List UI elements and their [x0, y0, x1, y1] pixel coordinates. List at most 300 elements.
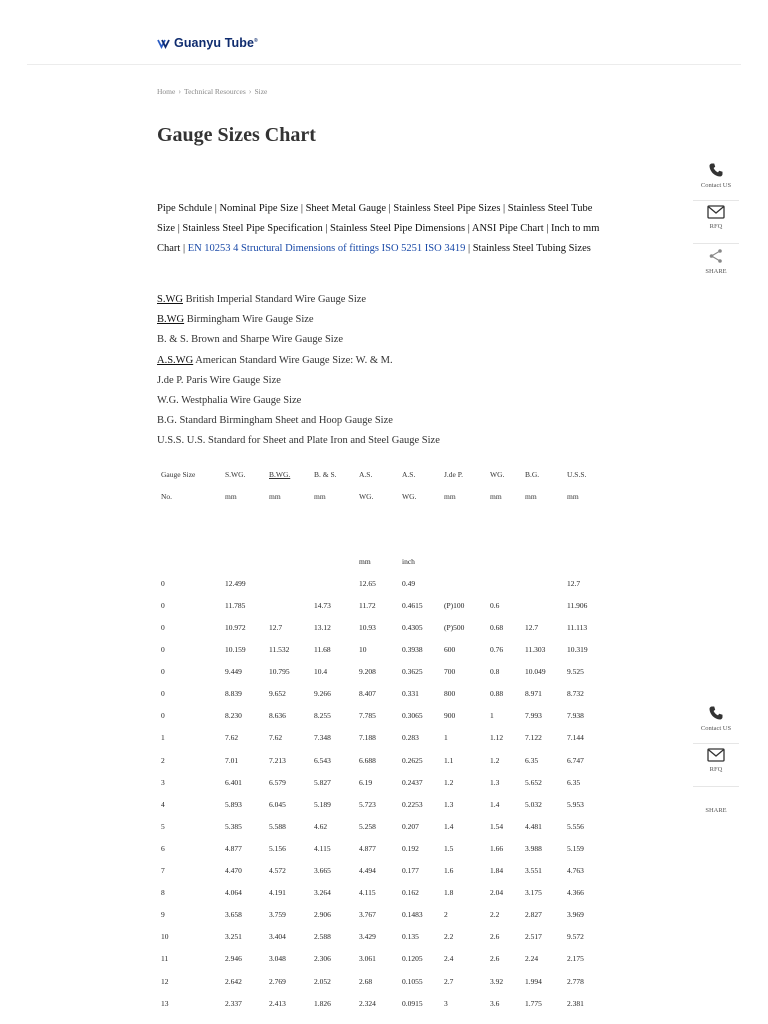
- contact-us-button[interactable]: [693, 158, 739, 200]
- table-cell: 0.4305: [402, 623, 423, 633]
- table-cell: 0: [161, 578, 165, 588]
- table-cell: 0.207: [402, 821, 419, 831]
- table-cell: [157, 550, 221, 572]
- table-cell: 11.785: [225, 600, 246, 610]
- table-cell: 12.7: [525, 623, 539, 633]
- table-cell: 4.470: [225, 866, 242, 876]
- table-row: [157, 572, 597, 594]
- table-cell: 9.572: [567, 932, 584, 942]
- table-cell: [310, 550, 355, 572]
- table-cell: 2.337: [225, 998, 242, 1008]
- table-cell: 11.113: [567, 623, 588, 633]
- table-cell: mm: [525, 491, 537, 501]
- table-cell: 11: [161, 954, 169, 964]
- table-cell: 3.759: [269, 910, 286, 920]
- table-cell: 3.969: [567, 910, 584, 920]
- table-cell: WG.: [359, 491, 374, 501]
- table-row: [157, 860, 597, 882]
- table-row: [157, 837, 597, 859]
- table-cell: 1: [490, 711, 494, 721]
- mail-icon: [707, 748, 725, 762]
- logo-text: Guanyu Tube®: [174, 36, 258, 50]
- table-cell: 1.1: [444, 755, 454, 765]
- table-cell: 2: [444, 910, 448, 920]
- table-cell: 7.348: [314, 733, 331, 743]
- table-cell: mm: [269, 491, 281, 501]
- table-cell: 1.54: [490, 821, 504, 831]
- gauge-abbr: B.WG: [157, 314, 185, 326]
- table-cell: 7.213: [269, 755, 286, 765]
- table-cell: 4.877: [359, 843, 376, 853]
- table-cell: (P)500: [444, 623, 465, 633]
- table-cell: 4.481: [525, 821, 542, 831]
- table-cell: 9.525: [567, 667, 584, 677]
- table-cell: 800: [444, 689, 456, 699]
- gauge-legend-list: [157, 290, 617, 452]
- table-cell: 9: [161, 910, 165, 920]
- floating-contact-bar: [693, 158, 739, 286]
- table-cell: 10: [161, 932, 169, 942]
- table-cell: B. & S.: [314, 469, 337, 479]
- table-cell: 7: [161, 866, 165, 876]
- table-cell: 4.572: [269, 866, 286, 876]
- table-cell: 11.303: [525, 645, 546, 655]
- table-cell: 2.413: [269, 998, 286, 1008]
- table-cell: 1.12: [490, 733, 504, 743]
- table-cell: 0.331: [402, 689, 419, 699]
- table-cell: 4.191: [269, 888, 286, 898]
- share-button[interactable]: [693, 243, 739, 286]
- mail-icon: [707, 205, 725, 219]
- table-cell: 7.122: [525, 733, 542, 743]
- table-row: [157, 948, 597, 970]
- breadcrumb: [157, 87, 267, 96]
- gauge-legend-item: [157, 330, 617, 350]
- table-cell: 6.35: [567, 777, 581, 787]
- table-cell: 6.579: [269, 777, 286, 787]
- table-cell: 13: [161, 998, 169, 1008]
- table-cell: 2.6: [490, 954, 500, 964]
- table-cell: mm: [444, 491, 456, 501]
- rfq-label: RFQ: [709, 223, 723, 230]
- table-cell: 0.192: [402, 843, 419, 853]
- table-cell: 2.517: [525, 932, 542, 942]
- table-cell: 0.162: [402, 888, 419, 898]
- table-cell: 2.175: [567, 954, 584, 964]
- table-row: [157, 992, 597, 1014]
- table-cell: 5.189: [314, 799, 331, 809]
- table-cell: 8: [161, 888, 165, 898]
- table-cell: 3: [444, 998, 448, 1008]
- table-cell: J.de P.: [444, 469, 463, 479]
- table-cell: 4.366: [567, 888, 584, 898]
- table-cell: 8.407: [359, 689, 376, 699]
- table-cell: 1.4: [444, 821, 454, 831]
- rfq-label: RFQ: [709, 766, 723, 773]
- breadcrumb-size: Size: [254, 87, 268, 96]
- related-links-tail: | Stainless Steel Tubing Sizes: [465, 243, 591, 255]
- table-cell: 6.401: [225, 777, 242, 787]
- table-cell: 0.2437: [402, 777, 423, 787]
- table-cell: 12.499: [225, 578, 246, 588]
- table-cell: 7.785: [359, 711, 376, 721]
- table-cell: mm: [359, 556, 371, 566]
- table-cell: B.WG.: [269, 469, 291, 479]
- table-cell: [440, 550, 486, 572]
- table-cell: 2.68: [359, 976, 373, 986]
- table-cell: [521, 550, 563, 572]
- table-cell: 10.972: [225, 623, 246, 633]
- table-cell: 1.826: [314, 998, 331, 1008]
- table-cell: 6.35: [525, 755, 539, 765]
- table-cell: WG.: [490, 469, 505, 479]
- table-cell: 1.5: [444, 843, 454, 853]
- table-cell: 11.906: [567, 600, 588, 610]
- gauge-abbr: S.WG: [157, 294, 183, 305]
- table-cell: 6.543: [314, 755, 331, 765]
- table-row: [157, 749, 597, 771]
- gauge-legend-item: [157, 310, 617, 330]
- table-cell: [265, 550, 310, 572]
- table-cell: inch: [402, 556, 415, 566]
- table-row: [157, 661, 597, 683]
- table-cell: 3.404: [269, 932, 286, 942]
- table-cell: 0: [161, 667, 165, 677]
- table-cell: 10.93: [359, 623, 376, 633]
- table-cell: 3.665: [314, 866, 331, 876]
- table-cell: 3.551: [525, 866, 542, 876]
- table-row: [157, 639, 597, 661]
- table-cell: 0.3938: [402, 645, 423, 655]
- table-cell: A.S.: [359, 469, 373, 479]
- table-cell: 5: [161, 821, 165, 831]
- gauge-legend-item: [157, 411, 617, 431]
- contact-us-label: Contact US: [700, 182, 732, 189]
- header-divider: [27, 64, 741, 65]
- table-cell: 12: [161, 976, 169, 986]
- table-cell: U.S.S.: [567, 469, 587, 479]
- gauge-desc: B. & S. Brown and Sharpe Wire Gauge Size: [157, 334, 344, 346]
- table-cell: 0.1205: [402, 954, 423, 964]
- table-cell: 3.6: [490, 998, 500, 1008]
- table-cell: 1.775: [525, 998, 542, 1008]
- table-cell: 0: [161, 711, 165, 721]
- table-header-row: [157, 463, 597, 485]
- table-cell: 12.7: [269, 623, 283, 633]
- table-cell: 0: [161, 600, 165, 610]
- table-cell: 7.188: [359, 733, 376, 743]
- table-cell: 2.827: [525, 910, 542, 920]
- table-units-row: [157, 550, 597, 572]
- table-cell: 3.251: [225, 932, 242, 942]
- table-cell: 8.732: [567, 689, 584, 699]
- table-cell: 3.658: [225, 910, 242, 920]
- table-cell: [221, 550, 265, 572]
- table-cell: 4.494: [359, 866, 376, 876]
- gauge-size-table-body: [157, 463, 597, 1014]
- chevron-right-icon: ›: [248, 87, 252, 96]
- table-cell: 0.1055: [402, 976, 423, 986]
- table-row: [157, 771, 597, 793]
- page-title: Gauge Sizes Chart: [157, 124, 316, 146]
- table-cell: 7.62: [269, 733, 283, 743]
- table-cell: 2.2: [490, 910, 500, 920]
- table-cell: 13.12: [314, 623, 331, 633]
- table-cell: 5.953: [567, 799, 584, 809]
- gauge-desc: Birmingham Wire Gauge Size: [184, 314, 314, 326]
- table-cell: 2.2: [444, 932, 454, 942]
- table-cell: 5.032: [525, 799, 542, 809]
- table-cell: 4.62: [314, 821, 328, 831]
- table-cell: 5.652: [525, 777, 542, 787]
- table-cell: 5.556: [567, 821, 584, 831]
- table-cell: 1.4: [490, 799, 500, 809]
- table-cell: 3.429: [359, 932, 376, 942]
- table-cell: 600: [444, 645, 456, 655]
- table-cell: 4.115: [314, 843, 331, 853]
- gauge-legend-item: [157, 431, 617, 451]
- table-cell: 5.159: [567, 843, 584, 853]
- table-cell: 10.4: [314, 667, 328, 677]
- table-cell: 1.6: [444, 866, 454, 876]
- table-cell: 9.208: [359, 667, 376, 677]
- table-cell: 9.266: [314, 689, 331, 699]
- table-cell: [440, 572, 486, 594]
- table-cell: A.S.: [402, 469, 416, 479]
- table-cell: 3.92: [490, 976, 504, 986]
- table-cell: 1.994: [525, 976, 542, 986]
- table-cell: 11.68: [314, 645, 331, 655]
- table-cell: 0.0915: [402, 998, 423, 1008]
- table-cell: 0: [161, 645, 165, 655]
- chevron-right-icon: ›: [178, 87, 182, 96]
- table-cell: 12.65: [359, 578, 376, 588]
- table-row: [157, 594, 597, 616]
- table-cell: 8.255: [314, 711, 331, 721]
- table-row: [157, 616, 597, 638]
- table-cell: 14.73: [314, 600, 331, 610]
- table-row: [157, 882, 597, 904]
- table-cell: 0.4615: [402, 600, 423, 610]
- table-row: [157, 705, 597, 727]
- table-cell: 2.7: [444, 976, 454, 986]
- table-cell: mm: [490, 491, 502, 501]
- table-cell: 8.971: [525, 689, 542, 699]
- table-cell: 6.19: [359, 777, 373, 787]
- table-cell: 5.893: [225, 799, 242, 809]
- site-logo[interactable]: [157, 36, 258, 50]
- en-10253-link[interactable]: EN 10253 4 Structural Dimensions of fittings ISO 5251 ISO 3419: [187, 243, 466, 255]
- share-button[interactable]: [693, 786, 739, 829]
- table-cell: 2.642: [225, 976, 242, 986]
- table-cell: 1.2: [444, 777, 454, 787]
- table-cell: 3.767: [359, 910, 376, 920]
- table-cell: [310, 572, 355, 594]
- table-row: [157, 926, 597, 948]
- table-cell: [563, 550, 597, 572]
- table-cell: 2.052: [314, 976, 331, 986]
- table-cell: 9.449: [225, 667, 242, 677]
- table-cell: 700: [444, 667, 456, 677]
- table-cell: Gauge Size: [161, 469, 196, 479]
- table-cell: 10.159: [225, 645, 246, 655]
- table-cell: 7.01: [225, 755, 239, 765]
- table-cell: 3.264: [314, 888, 331, 898]
- table-cell: S.WG.: [225, 469, 246, 479]
- table-cell: 900: [444, 711, 456, 721]
- gauge-legend-item: [157, 351, 617, 371]
- table-cell: 6.747: [567, 755, 584, 765]
- gauge-desc: American Standard Wire Gauge Size: W. & M.: [193, 354, 393, 366]
- breadcrumb-home[interactable]: Home: [157, 87, 176, 96]
- table-cell: WG.: [402, 491, 417, 501]
- gauge-desc: British Imperial Standard Wire Gauge Size: [182, 294, 367, 305]
- table-cell: 10: [359, 645, 367, 655]
- table-cell: 5.156: [269, 843, 286, 853]
- table-cell: B.G.: [525, 469, 540, 479]
- table-cell: 8.636: [269, 711, 286, 721]
- table-cell: [486, 572, 521, 594]
- table-cell: 1: [161, 733, 165, 743]
- table-cell: 4.115: [359, 888, 376, 898]
- share-label: SHARE: [705, 806, 727, 814]
- breadcrumb-technical-resources[interactable]: Technical Resources: [184, 87, 246, 96]
- table-cell: 1.3: [490, 777, 500, 787]
- table-row: [157, 904, 597, 926]
- table-cell: 1.2: [490, 755, 500, 765]
- table-cell: 2.906: [314, 910, 331, 920]
- table-cell: 0.3625: [402, 667, 423, 677]
- table-cell: 2.24: [525, 954, 539, 964]
- table-cell: 5.827: [314, 777, 331, 787]
- table-cell: 1: [444, 733, 448, 743]
- share-label: SHARE: [705, 268, 727, 275]
- table-cell: 0.6: [490, 600, 500, 610]
- table-cell: 2.306: [314, 954, 331, 964]
- table-cell: 7.62: [225, 733, 239, 743]
- gauge-abbr: A.S.WG: [157, 354, 194, 366]
- table-spacer-row: [157, 507, 597, 550]
- table-cell: 6: [161, 843, 165, 853]
- table-cell: mm: [225, 491, 237, 501]
- table-cell: 0.68: [490, 623, 504, 633]
- table-cell: 3.048: [269, 954, 286, 964]
- gauge-size-table: [157, 463, 597, 1014]
- table-cell: 3: [161, 777, 165, 787]
- table-cell: 10.795: [269, 667, 290, 677]
- floating-contact-bar-secondary: [693, 701, 739, 829]
- table-cell: 4.877: [225, 843, 242, 853]
- table-cell: 5.588: [269, 821, 286, 831]
- table-cell: [265, 572, 310, 594]
- logo-mark-icon: [157, 38, 171, 49]
- table-cell: 0.2253: [402, 799, 423, 809]
- table-cell: 6.688: [359, 755, 376, 765]
- rfq-button[interactable]: [693, 200, 739, 243]
- table-cell: 0.3065: [402, 711, 423, 721]
- table-cell: 0.8: [490, 667, 500, 677]
- rfq-button[interactable]: [693, 743, 739, 786]
- table-cell: 2.4: [444, 954, 454, 964]
- table-cell: 11.532: [269, 645, 290, 655]
- table-cell: 2.6: [490, 932, 500, 942]
- table-cell: 2.04: [490, 888, 504, 898]
- contact-us-label: Contact US: [700, 725, 732, 732]
- gauge-desc: B.G. Standard Birmingham Sheet and Hoop Gauge Size: [157, 415, 393, 427]
- table-cell: [521, 572, 563, 594]
- table-row: [157, 970, 597, 992]
- table-cell: 2: [161, 755, 165, 765]
- table-cell: 7.938: [567, 711, 584, 721]
- table-cell: 0.2625: [402, 755, 423, 765]
- table-cell: 9.652: [269, 689, 286, 699]
- table-cell: 8.839: [225, 689, 242, 699]
- table-row: [157, 815, 597, 837]
- table-cell: 0.88: [490, 689, 504, 699]
- table-cell: No.: [161, 491, 173, 501]
- table-cell: 11.72: [359, 600, 376, 610]
- gauge-desc: U.S.S. U.S. Standard for Sheet and Plate Iron and Steel Gauge Size: [157, 435, 440, 447]
- table-cell: 12.7: [567, 578, 581, 588]
- table-row: [157, 793, 597, 815]
- phone-icon: [708, 162, 724, 178]
- table-row: [157, 683, 597, 705]
- table-cell: 3.061: [359, 954, 376, 964]
- gauge-desc: W.G. Westphalia Wire Gauge Size: [157, 395, 302, 407]
- table-cell: 0.135: [402, 932, 419, 942]
- table-cell: mm: [567, 491, 579, 501]
- table-cell: [521, 594, 563, 616]
- gauge-legend-item: [157, 290, 617, 310]
- gauge-legend-item: [157, 391, 617, 411]
- table-cell: 8.230: [225, 711, 242, 721]
- table-cell: 7.144: [567, 733, 584, 743]
- table-cell: 2.324: [359, 998, 376, 1008]
- site-header: [0, 0, 768, 64]
- table-cell: (P)100: [444, 600, 465, 610]
- table-cell: 1.8: [444, 888, 454, 898]
- table-cell: 5.385: [225, 821, 242, 831]
- table-cell: 7.993: [525, 711, 542, 721]
- table-cell: 10.049: [525, 667, 546, 677]
- table-cell: [265, 594, 310, 616]
- table-cell: 0: [161, 689, 165, 699]
- table-cell: 4: [161, 799, 165, 809]
- table-cell: 0.1483: [402, 910, 423, 920]
- table-cell: 4.763: [567, 866, 584, 876]
- table-cell: mm: [314, 491, 326, 501]
- table-cell: 5.723: [359, 799, 376, 809]
- contact-us-button[interactable]: [693, 701, 739, 743]
- table-cell: 2.381: [567, 998, 584, 1008]
- table-cell: 3.175: [525, 888, 542, 898]
- table-cell: 0: [161, 623, 165, 633]
- related-links-text: Pipe Schdule | Nominal Pipe Size | Sheet Metal Gauge | Stainless Steel Pipe Sizes | Stainless Steel Tube Size | Stainless Steel Pipe Specification | Stainless Steel Pipe Dimensions | ANSI Pipe Chart | Inch to mm Chart |: [157, 203, 600, 255]
- table-cell: [486, 550, 521, 572]
- table-cell: 1.3: [444, 799, 454, 809]
- table-cell: 2.769: [269, 976, 286, 986]
- table-cell: 1.84: [490, 866, 504, 876]
- table-cell: 2.778: [567, 976, 584, 986]
- table-cell: 0.76: [490, 645, 504, 655]
- table-cell: 6.045: [269, 799, 286, 809]
- table-cell: 3.988: [525, 843, 542, 853]
- table-cell: 5.258: [359, 821, 376, 831]
- table-cell: 10.319: [567, 645, 588, 655]
- related-links-paragraph: [157, 199, 609, 260]
- table-cell: 0.283: [402, 733, 419, 743]
- phone-icon: [708, 705, 724, 721]
